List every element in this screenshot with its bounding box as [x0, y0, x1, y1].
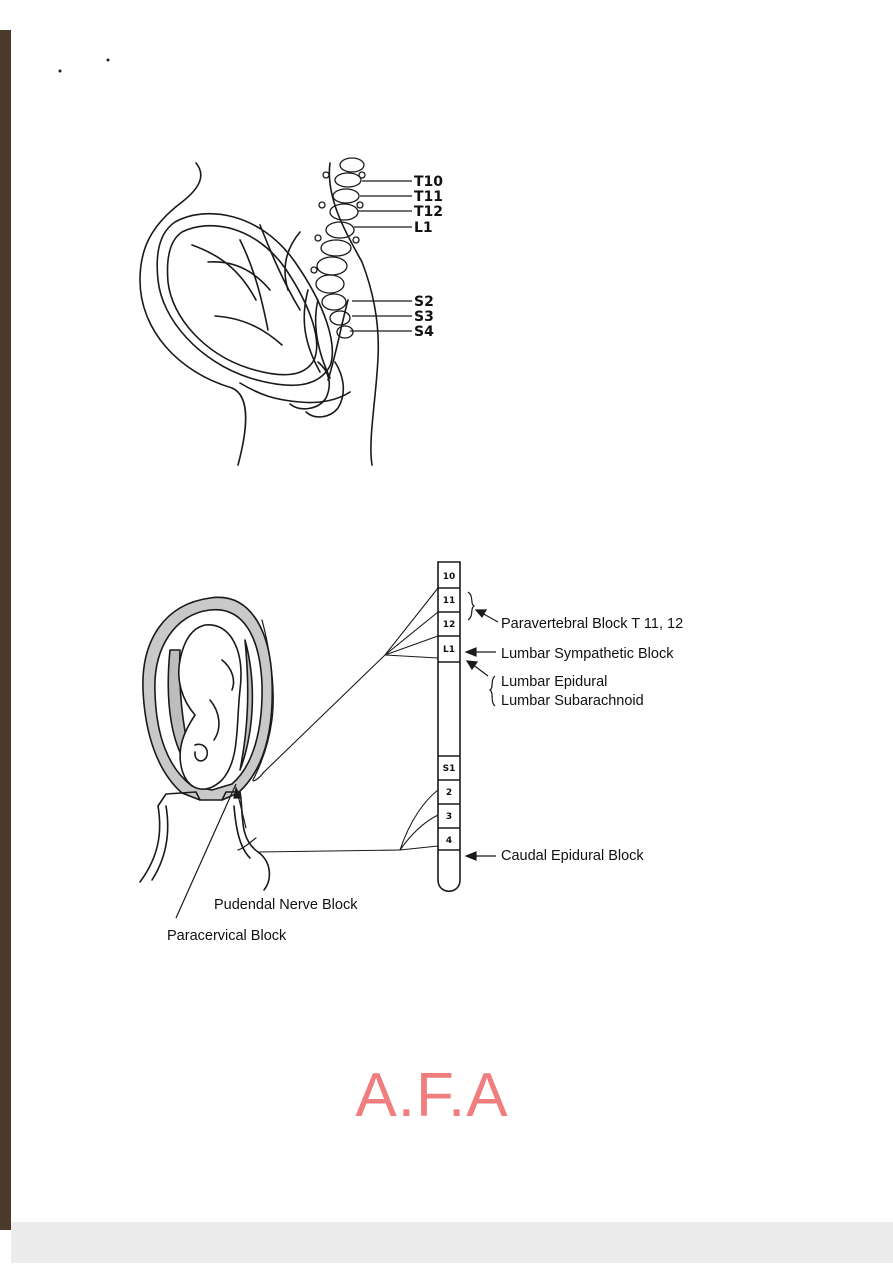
scan-speck — [59, 70, 62, 73]
scan-speck — [107, 59, 110, 62]
uterine-nerve-branch — [240, 240, 268, 330]
arrowhead-lumbar-epidural — [467, 661, 477, 669]
nerve-trunk — [285, 232, 300, 290]
brace-paravertebral — [468, 592, 474, 620]
sacral-fan-3 — [400, 815, 438, 850]
vaginal-wall-left — [140, 792, 200, 882]
arrowhead-paravertebral — [476, 610, 486, 617]
column-label-4: 4 — [445, 836, 453, 846]
vertebral-column — [311, 158, 365, 338]
column-label-l1: L1 — [443, 645, 455, 655]
column-label-10: 10 — [442, 572, 456, 582]
label-lumbar-epidural: Lumbar Epidural — [501, 674, 608, 690]
segment-label-t11: T11 — [414, 189, 444, 205]
watermark-text: A.F.A — [355, 1061, 509, 1130]
arrowhead-lumbar-sympathetic — [466, 648, 476, 656]
uterine-nerve-branch — [260, 225, 300, 310]
nerve-path-to-spine — [264, 655, 385, 772]
scan-bottom-shadow — [11, 1222, 893, 1263]
pudendal-path — [258, 850, 400, 852]
label-pudendal-nerve-block: Pudendal Nerve Block — [214, 897, 358, 913]
brace-lumbar — [490, 676, 495, 706]
column-label-3: 3 — [445, 812, 453, 822]
figure-sagittal-pelvis — [140, 163, 378, 465]
label-paracervical-block: Paracervical Block — [167, 928, 287, 944]
vaginal-wall-right — [222, 792, 269, 890]
figure1-segment-labels — [414, 174, 443, 340]
segment-label-t12: T12 — [414, 204, 444, 220]
label-paravertebral-block: Paravertebral Block T 11, 12 — [501, 616, 684, 632]
segment-label-l1: L1 — [414, 220, 433, 236]
nerve-fan-t11 — [385, 612, 438, 655]
column-label-11: 11 — [442, 596, 456, 606]
fetus — [179, 625, 241, 789]
segment-label-s4: S4 — [414, 324, 434, 340]
label-lumbar-sympathetic-block: Lumbar Sympathetic Block — [501, 646, 674, 662]
sacral-fan-2 — [400, 790, 438, 850]
column-label-s1: S1 — [442, 764, 456, 774]
body-contour-front — [140, 163, 246, 465]
column-label-12: 12 — [442, 620, 456, 630]
arrowhead-caudal-epidural — [466, 852, 476, 860]
nerve-fan-l1 — [385, 655, 438, 658]
label-lumbar-subarachnoid: Lumbar Subarachnoid — [501, 693, 644, 709]
column-label-2: 2 — [445, 788, 453, 798]
body-contour-back — [329, 163, 378, 465]
sacral-fan-4 — [400, 846, 438, 850]
segment-label-s2: S2 — [414, 294, 434, 310]
perineum — [240, 383, 350, 403]
segment-label-s3: S3 — [414, 309, 434, 325]
scan-left-edge — [0, 30, 11, 1230]
label-caudal-epidural-block: Caudal Epidural Block — [501, 848, 644, 864]
figure-uterus-fetus — [140, 597, 273, 890]
arrow-pudendal — [238, 795, 246, 828]
segment-label-t10: T10 — [414, 174, 444, 190]
uterine-nerve-branch — [215, 316, 282, 345]
nerve-pathways — [258, 588, 438, 852]
